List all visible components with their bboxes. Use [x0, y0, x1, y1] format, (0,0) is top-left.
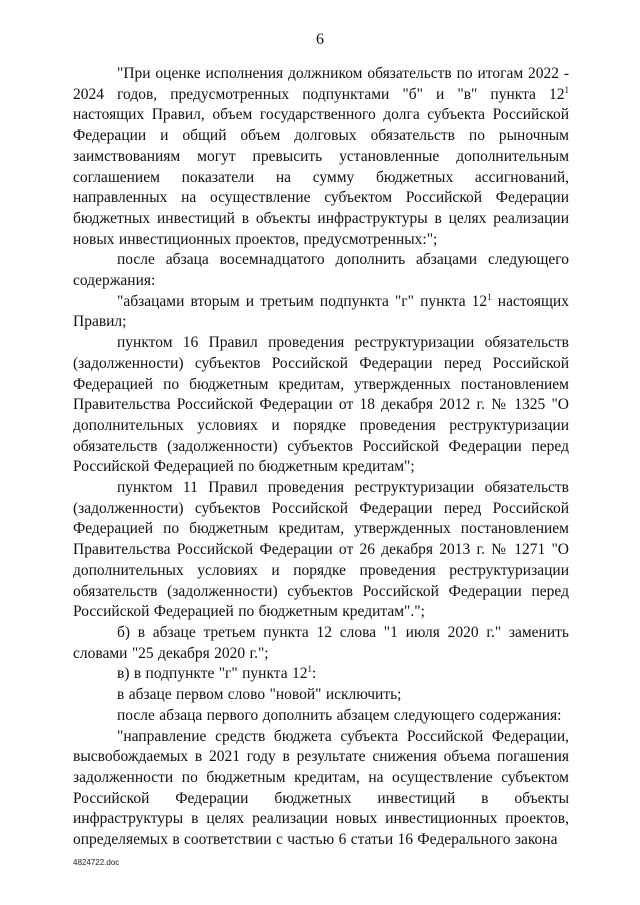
paragraph-text: после абзаца первого дополнить абзацем следующего содержания:: [117, 706, 562, 724]
paragraph: [73, 706, 569, 727]
file-reference: 4824722.doc: [73, 858, 120, 867]
paragraph-text: в) в подпункте "г" пункта 12: [117, 665, 308, 683]
paragraph-text: после абзаца восемнадцатого дополнить абзацами следующего содержания:: [73, 251, 569, 290]
page-number: 6: [316, 31, 324, 48]
superscript: 1: [564, 84, 569, 95]
paragraph: [73, 623, 569, 664]
paragraph-text: настоящих Правил, объем государственного долга субъекта Российской Федерации и общий объем долговых обязательств по рыночным заимствованиям могут превысить установленные дополнительным соглашением показатели на сумму бюджетных ассигнований, направленных на осуществление субъектом Российской Федерации бюджетных инвестиций в объекты инфраструктуры в целях реализации новых инвестиционных проектов, предусмотренных:";: [73, 106, 569, 248]
paragraph-text: в абзаце первом слово "новой" исключить;: [117, 686, 402, 704]
paragraph: [73, 727, 569, 851]
paragraph-text: пунктом 11 Правил проведения реструктуризации обязательств (задолженности) субъектов Российской Федерации перед Российской Федерацией по бюджетным кредитам, утвержденных постановлением Правительства Российской Федерации от 26 декабря 2013 г. № 1271 "О дополнительных условиях и порядке проведения реструктуризации обязательств (задолженности) субъектов Российской Федерации перед Российской Федерацией по бюджетным кредитам".";: [73, 479, 569, 621]
superscript: 1: [487, 291, 492, 302]
paragraph-text: пунктом 16 Правил проведения реструктуризации обязательств (задолженности) субъектов Российской Федерации перед Российской Федерацией по бюджетным кредитам, утвержденных постановлением Правительства Российской Федерации от 18 декабря 2012 г. № 1325 "О дополнительных условиях и порядке проведения реструктуризации обязательств (задолженности) субъектов Российской Федерации перед Российской Федерацией по бюджетным кредитам";: [73, 334, 569, 476]
paragraph: [73, 292, 569, 333]
paragraph: [73, 664, 569, 685]
document-body: [73, 64, 569, 851]
paragraph-text: "При оценке исполнения должником обязательств по итогам 2022 - 2024 годов, предусмотренных подпунктами "б" и "в" пункта 12: [73, 65, 569, 103]
paragraph-text: :: [312, 665, 317, 683]
paragraph-text: "направление средств бюджета субъекта Российской Федерации, высвобождаемых в 2021 году в результате снижения объема погашения задолженности по бюджетным кредитам, на осуществление субъектом Российской Федерации бюджетных инвестиций в объекты инфраструктуры в целях реализации новых инвестиционных проектов, определяемых в соответствии с частью 6 статьи 16 Федерального закона: [73, 727, 569, 849]
superscript: 1: [307, 664, 312, 675]
paragraph: [73, 64, 569, 250]
paragraph: [73, 478, 569, 623]
paragraph: [73, 685, 569, 706]
paragraph-text: настоящих Правил;: [73, 292, 569, 331]
paragraph-text: б) в абзаце третьем пункта 12 слова "1 июля 2020 г." заменить словами "25 декабря 2020 г.";: [73, 623, 569, 662]
paragraph: [73, 333, 569, 478]
paragraph: [73, 250, 569, 291]
paragraph-text: "абзацами вторым и третьим подпункта "г" пункта 12: [117, 292, 488, 310]
